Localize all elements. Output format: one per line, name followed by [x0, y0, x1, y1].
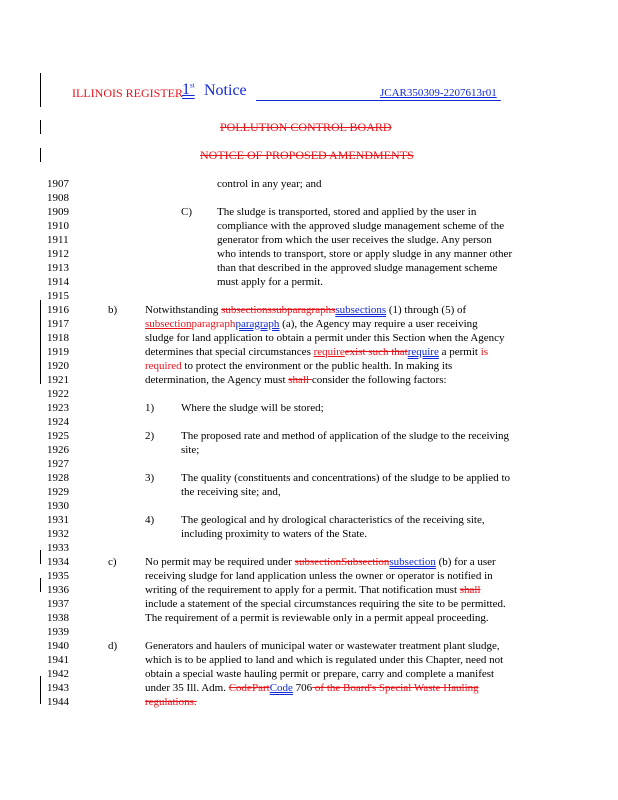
- inserted-text: subsection: [389, 556, 436, 568]
- change-bar: [40, 73, 41, 107]
- line-number: 1923: [47, 402, 69, 414]
- inserted-text: require: [313, 346, 345, 358]
- line-number: 1932: [47, 528, 69, 540]
- text-line: The proposed rate and method of application of the sludge to the receiving: [181, 430, 510, 442]
- text-line: control in any year; and: [217, 178, 322, 190]
- deleted-text: subparagraphs: [271, 304, 336, 316]
- text-line: The geological and hy drological characteristics of the receiving site,: [181, 514, 485, 526]
- line-number: 1926: [47, 444, 69, 456]
- line-number: 1929: [47, 486, 69, 498]
- inserted-text: subsection: [145, 318, 192, 330]
- line-number: 1933: [47, 542, 69, 554]
- line-number: 1941: [47, 654, 69, 666]
- item-label-2: 2): [145, 430, 155, 442]
- text-line: The sludge is transported, stored and applied by the user in: [217, 206, 477, 218]
- line-number: 1939: [47, 626, 69, 638]
- inserted-text: paragraph: [235, 318, 280, 330]
- line-number: 1922: [47, 388, 69, 400]
- document-id: JCAR350309-2207613r01: [380, 87, 497, 99]
- line-number: 1910: [47, 220, 69, 232]
- line-number: 1909: [47, 206, 69, 218]
- line-number: 1913: [47, 262, 69, 274]
- line-number: 1927: [47, 458, 69, 470]
- change-bar: [40, 676, 41, 704]
- text-line: [145, 681, 479, 695]
- text-line: compliance with the approved sludge management scheme of the: [217, 220, 505, 232]
- change-bar: [40, 578, 41, 592]
- text-line: [145, 695, 197, 709]
- line-number: 1942: [47, 668, 69, 680]
- inserted-text: Code: [269, 682, 293, 694]
- deleted-text: Part: [251, 682, 270, 694]
- issue-number: [182, 81, 195, 99]
- text-line: The quality (constituents and concentrations) of the sludge to be applied to: [181, 472, 510, 484]
- text-line: The requirement of a permit is reviewable only in a permit appeal proceeding.: [145, 612, 489, 624]
- deleted-text: Subsection: [341, 556, 390, 568]
- line-number: 1918: [47, 332, 69, 344]
- header-underline: [256, 100, 501, 101]
- deleted-text: regulations: [145, 696, 194, 708]
- text-run: No permit may be required under: [145, 556, 295, 568]
- text-run: (b) for a user: [435, 556, 496, 568]
- line-number: 1934: [47, 556, 69, 568]
- text-line: the receiving site; and,: [181, 486, 281, 498]
- line-number: 1938: [47, 612, 69, 624]
- text-line: which is to be applied to land and which is regulated under this Chapter, need not: [145, 654, 504, 666]
- text-run: writing of the requirement to apply for a permit. That notification must: [145, 584, 460, 596]
- line-number: 1937: [47, 598, 69, 610]
- line-number: 1931: [47, 514, 69, 526]
- line-number: 1940: [47, 640, 69, 652]
- item-label-1: 1): [145, 402, 155, 414]
- line-number: 1917: [47, 318, 69, 330]
- change-bar: [40, 550, 41, 564]
- text-run: a permit: [438, 346, 481, 358]
- line-number: 1916: [47, 304, 69, 316]
- item-label-d: d): [108, 640, 118, 652]
- line-number: 1908: [47, 192, 69, 204]
- item-label-4: 4): [145, 514, 155, 526]
- text-line: generator from which the user receives the sludge. Any person: [217, 234, 492, 246]
- item-label-C: C): [181, 206, 192, 218]
- text-line: Generators and haulers of municipal water or wastewater treatment plant sludge,: [145, 640, 500, 652]
- text-run: is: [480, 346, 489, 358]
- board-title: POLLUTION CONTROL BOARD: [220, 120, 392, 134]
- text-line: [145, 359, 452, 373]
- text-line: [145, 555, 496, 569]
- item-label-3: 3): [145, 472, 155, 484]
- text-line: must apply for a permit.: [217, 276, 324, 288]
- line-number: 1919: [47, 346, 69, 358]
- text-line: [145, 317, 478, 331]
- line-number: 1915: [47, 290, 69, 302]
- change-bar: [40, 120, 41, 134]
- text-run: (a), the Agency may require a user receiving: [279, 318, 478, 330]
- text-run: (1) through (5) of: [386, 304, 467, 316]
- deleted-text: exist such that: [344, 346, 408, 358]
- text-line: obtain a special waste hauling permit or prepare, carry and complete a manifest: [145, 668, 495, 680]
- issue-num: 1: [182, 81, 190, 98]
- text-run: consider the following factors:: [311, 374, 447, 386]
- line-number: 1925: [47, 430, 69, 442]
- line-number: 1907: [47, 178, 69, 190]
- text-line: than that described in the approved sludge management scheme: [217, 262, 498, 274]
- register-title: ILLINOIS REGISTER: [72, 86, 183, 100]
- deleted-text: shall: [288, 374, 312, 386]
- deleted-text: .: [193, 696, 197, 708]
- change-bar: [40, 148, 41, 162]
- notice-type: NOTICE OF PROPOSED AMENDMENTS: [200, 148, 414, 162]
- line-number: 1912: [47, 248, 69, 260]
- issue-sup: st: [190, 81, 195, 90]
- text-line: Where the sludge will be stored;: [181, 402, 324, 414]
- text-run: determination, the Agency must: [145, 374, 289, 386]
- text-line: sludge for land application to obtain a permit under this Section when the Agency: [145, 332, 505, 344]
- deleted-text: Code: [228, 682, 252, 694]
- deleted-text: of the Board's Special Waste Hauling: [312, 682, 479, 694]
- text-run: under 35 Ill. Adm.: [145, 682, 229, 694]
- line-number: 1928: [47, 472, 69, 484]
- inserted-text: subsections: [335, 304, 387, 316]
- text-run: Notwithstanding: [145, 304, 222, 316]
- line-number: 1914: [47, 276, 69, 288]
- text-line: [145, 303, 466, 317]
- item-label-b: b): [108, 304, 118, 316]
- line-number: 1920: [47, 360, 69, 372]
- text-line: [145, 583, 481, 597]
- line-number: 1924: [47, 416, 69, 428]
- change-bar: [40, 300, 41, 384]
- text-run: required: [145, 360, 182, 372]
- text-line: [145, 373, 447, 387]
- line-number: 1930: [47, 500, 69, 512]
- text-run: determines that special circumstances: [145, 346, 314, 358]
- line-number: 1921: [47, 374, 69, 386]
- inserted-text: require: [407, 346, 439, 358]
- text-run: paragraph: [191, 318, 236, 330]
- line-number: 1936: [47, 584, 69, 596]
- line-number: 1911: [47, 234, 69, 246]
- text-line: site;: [181, 444, 200, 456]
- text-line: receiving sludge for land application unless the owner or operator is notified in: [145, 570, 493, 582]
- text-run: to protect the environment or the public health. In making its: [181, 360, 453, 372]
- deleted-text: shall: [459, 584, 481, 596]
- deleted-text: subsections: [221, 304, 272, 316]
- text-line: [145, 345, 488, 359]
- text-line: including proximity to waters of the State.: [181, 528, 368, 540]
- line-number: 1943: [47, 682, 69, 694]
- notice-label: Notice: [204, 82, 247, 99]
- deleted-text: subsection: [294, 556, 342, 568]
- text-run: 706: [292, 682, 313, 694]
- line-number: 1944: [47, 696, 69, 708]
- text-line: include a statement of the special circumstances requiring the site to be permitted.: [145, 598, 506, 610]
- text-line: who intends to transport, store or apply sludge in any manner other: [217, 248, 513, 260]
- line-number: 1935: [47, 570, 69, 582]
- item-label-c: c): [108, 556, 117, 568]
